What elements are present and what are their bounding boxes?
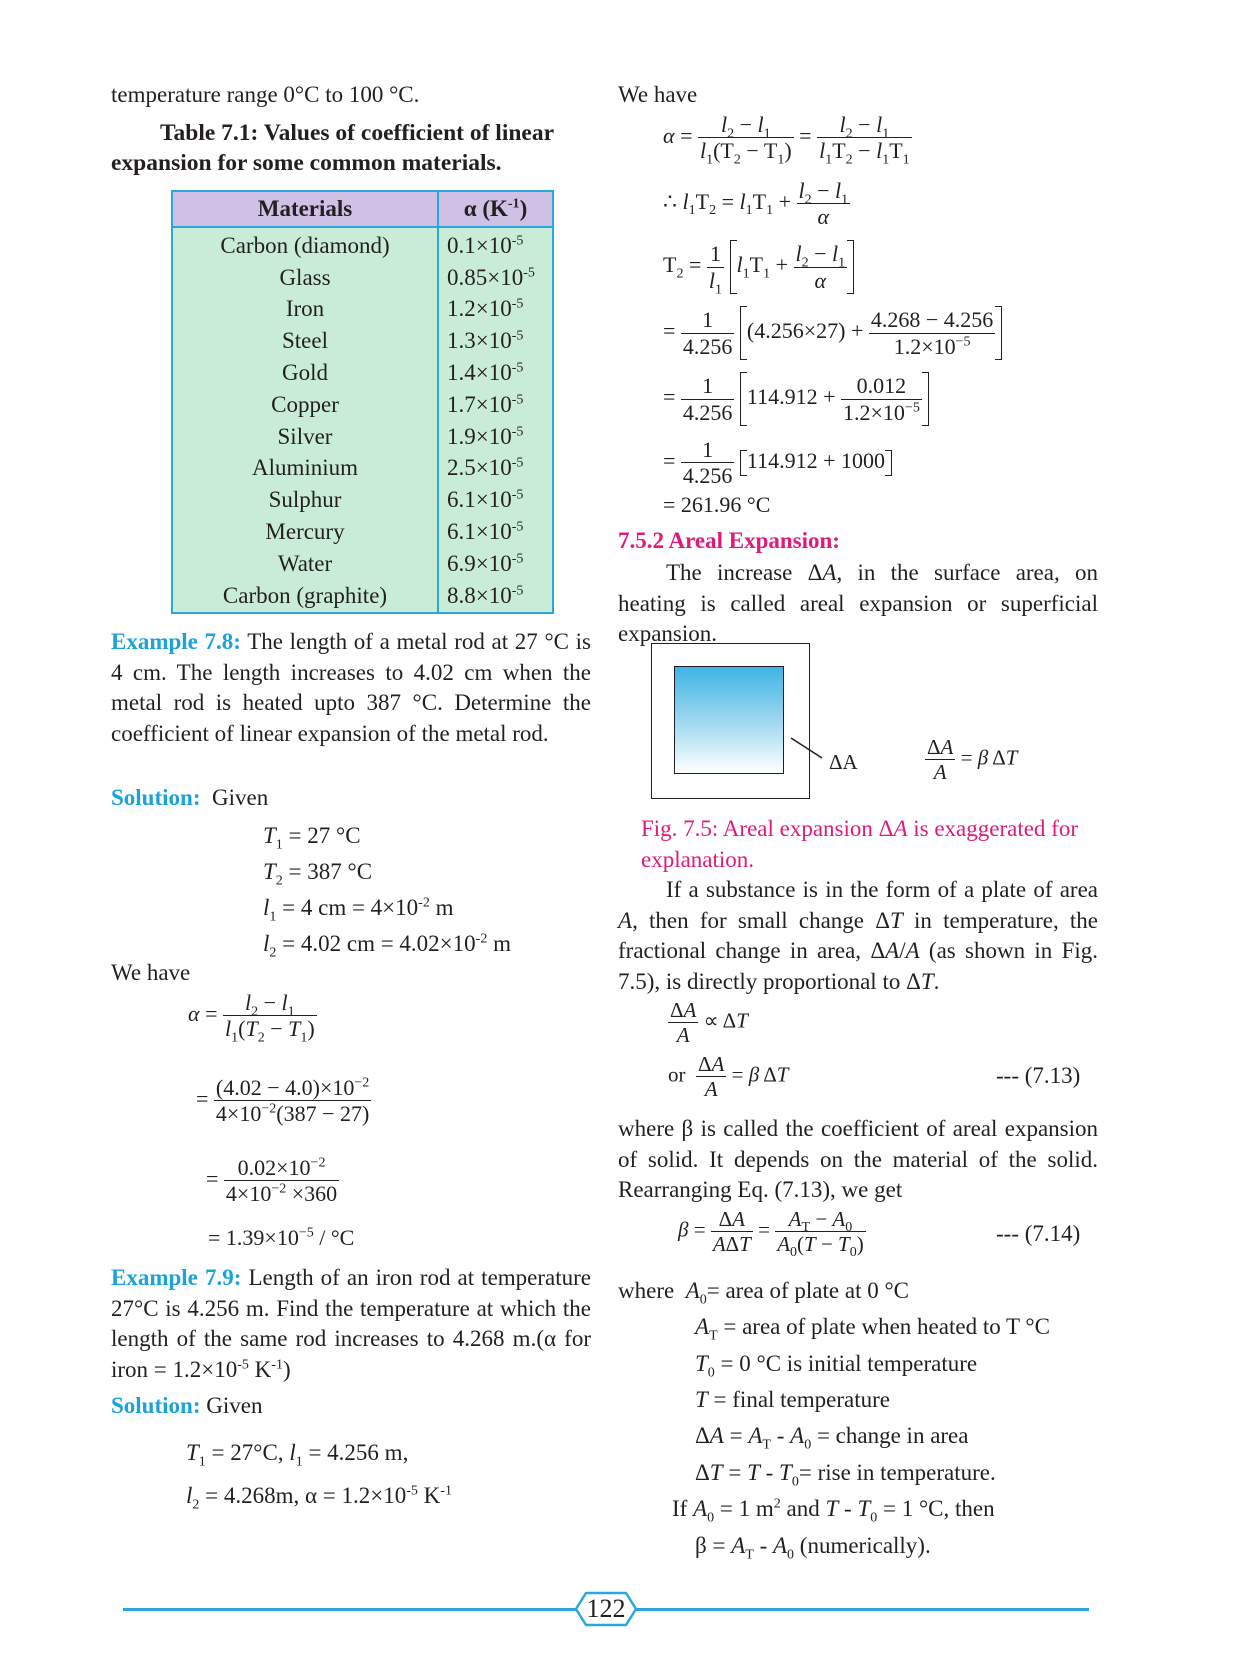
beta-paragraph: where β is called the coefficient of areal expansion of solid. It depends on the material of the solid. Rearranging Eq. (7.13), we get [618, 1116, 1098, 1202]
where-t0: $T_0 = 0$ °C is initial temperature [695, 1351, 978, 1381]
we-have-left: We have [111, 960, 191, 985]
plate-paragraph: If a substance is in the form of a plate of area A, then for small change ΔT in temperature, the fractional change in area, ΔA/A (as shown in Fig. 7.5), is directly proportional to ΔT. [618, 877, 1098, 994]
t2-eq: $T_2$ = $\frac{1}{l_1}$ $l_1T_1$ + $\frac{l_2 - l_1}{\alpha}$ [663, 240, 854, 294]
table-row [172, 421, 553, 453]
table-caption: Table 7.1: Values of coefficient of linear [160, 120, 555, 146]
alpha-value: $1.7\times 10^{-5}$ [447, 391, 524, 417]
alpha-value: $6.1\times 10^{-5}$ [447, 519, 524, 545]
t2-substitution: = $\frac{1}{4.256}$ (4.256×27) + $\frac{4.268 - 4.256}{1.2\times 10^{-5}}$ [663, 306, 1002, 360]
alpha-value: $1.9\times 10^{-5}$ [447, 423, 524, 449]
table-row [172, 262, 553, 294]
example-7-9 [111, 1263, 591, 1385]
solution-79 [111, 1393, 262, 1419]
section-heading-areal: 7.5.2 Areal Expansion: [618, 528, 840, 553]
alpha-value: $0.85\times 10^{-5}$ [447, 264, 535, 290]
given-78-block [263, 818, 511, 962]
intro-line: temperature range 0°C to 100 °C. [111, 82, 420, 107]
example-7-9-label: Example 7.9: [111, 1265, 242, 1290]
solution-label: Solution: [111, 785, 201, 810]
table-row [172, 453, 553, 485]
alpha-value: $1.4\times 10^{-5}$ [447, 360, 524, 386]
alpha-formula: α = $\frac{l_2 - l_1}{l_1(T_2 - T_1)}$ [188, 990, 315, 1046]
example-7-8-text: The length of a metal rod at 27 °C is 4 cm. The length increases to 4.02 cm when the metal rod is heated upto 387 °C. Determine the coefficient of linear expansion of the metal rod. [111, 629, 591, 746]
where-at: $A_T$ = area of plate when heated to T °C [695, 1314, 1050, 1344]
where-beta-numeric: $\beta = A_T - A_0$ (numerically). [695, 1533, 931, 1563]
eq-7-14: β = $\frac{\Delta A}{\text{AΔT}}$ = $\frac{A_T - A_0}{A_0(T - T_0)}$ [678, 1207, 864, 1261]
table-header-materials: Materials [172, 191, 438, 227]
where-delta-a: $\Delta A = A_T - A_0$ = change in area [695, 1423, 969, 1453]
material-name: Iron [172, 294, 438, 326]
example-7-8 [111, 627, 591, 749]
where-condition: If $A_0 = 1$ $m^2$ and $T - T_0 = 1$ °C, then [672, 1496, 995, 1526]
table-row [172, 580, 553, 613]
material-name: Sulphur [172, 484, 438, 516]
given-label: Given [211, 785, 269, 810]
alpha-result: = $1.39\times 10^{-5} / ^\circ C$ [208, 1225, 355, 1250]
page-number: 122 [586, 1594, 626, 1623]
given-79-line1: $T_1 = 27^\circ C$, $l_1 = 4.256$ m, [186, 1440, 409, 1470]
table-row [172, 516, 553, 548]
material-name: Water [172, 548, 438, 580]
eq-7-13-number: --- (7.13) [996, 1063, 1081, 1088]
table-row [172, 389, 553, 421]
given-l2: $l_2 = 4.02$ cm = $4.02\times 10^{-2}$ m [263, 931, 511, 961]
final-answer: = 261.96 °C [663, 492, 771, 517]
example-7-9-text: Length of an iron rod at temperature 27°C is 4.256 m. Find the temperature at which the length of the same rod increases to 4.268 m.(α for iron = $1.2\times 10^{-5}$ $K^{-1}$) [111, 1265, 591, 1382]
alpha-simplified: = $\frac{0.02\times 10^{-2}}{4\times 10^{-2} \times 360}$ [206, 1155, 338, 1207]
alpha-value: $1.2\times 10^{-5}$ [447, 296, 524, 322]
t2-step2: = $\frac{1}{4.256}$ 114.912 + $\frac{0.012}{1.2\times 10^{-5}}$ [663, 372, 929, 426]
solution-label-79: Solution: [111, 1393, 201, 1418]
material-name: Silver [172, 421, 438, 453]
figure-delta-a-label: ΔA [829, 750, 858, 774]
figure-caption: Fig. 7.5: Areal expansion ΔA is exaggerated for explanation. [641, 816, 1079, 872]
eq-7-13: or $\frac{\Delta A}{A}$ = β ΔT [668, 1052, 789, 1102]
alpha-value: $2.5\times 10^{-5}$ [447, 455, 524, 481]
given-t2: $T_2 = 387$ °C [263, 859, 373, 889]
table-row [172, 294, 553, 326]
material-name: Glass [172, 262, 438, 294]
solution-78 [111, 785, 268, 811]
alpha-substitution: = $\frac{(4.02 - 4.0)\times 10^{-2}}{4\times 10^{-2}(387 - 27)}$ [196, 1075, 370, 1127]
table-row [172, 548, 553, 580]
figure-leader-line [788, 734, 828, 764]
where-delta-t: $\Delta T = T - T_0=$ rise in temperature. [695, 1460, 996, 1490]
material-name: Steel [172, 325, 438, 357]
table-row [172, 325, 553, 357]
figure-original-plate [674, 666, 784, 774]
table-row [172, 484, 553, 516]
given-l1: $l_1 = 4$ cm = $4\times 10^{-2}$ m [263, 895, 454, 925]
t2-step3: = $\frac{1}{4.256}$ 114.912 + 1000 [663, 437, 892, 489]
alpha-value: $0.1\times 10^{-5}$ [447, 232, 524, 258]
alpha-value: $6.1\times 10^{-5}$ [447, 487, 524, 513]
material-name: Aluminium [172, 453, 438, 485]
where-t: T = final temperature [695, 1387, 890, 1412]
eq-7-14-number: --- (7.14) [996, 1221, 1081, 1246]
material-name: Mercury [172, 516, 438, 548]
table-row [172, 357, 553, 389]
alpha-value: $6.9\times 10^{-5}$ [447, 550, 524, 576]
alpha-general: α = $\frac{l_2 - l_1}{l_1(T_2 - T_1)}$ = $\frac{l_2 - l_1}{l_1T_2 - l_1T_1}$ [663, 112, 910, 168]
figure-equation: $\frac{\Delta A}{A}$ = β ΔT [927, 735, 1018, 785]
therefore-eq: ∴ $l_1T_2 = l_1T_1$ + $\frac{l_2 - l_1}{\alpha}$ [663, 178, 849, 230]
given-t1: $T_1 = 27$ °C [263, 823, 361, 853]
materials-table [171, 190, 554, 614]
given-79-line2: $l_2 = 4.268m$, $\alpha = 1.2\times 10^{-5}$ $K^{-1}$ [186, 1483, 452, 1513]
table-body [172, 227, 553, 613]
alpha-value: $1.3\times 10^{-5}$ [447, 328, 524, 354]
material-name: Carbon (diamond) [172, 227, 438, 262]
we-have-right: We have [618, 82, 698, 107]
alpha-value: $8.8\times 10^{-5}$ [447, 582, 524, 608]
where-a0: where $A_0=$ area of plate at 0 °C [618, 1278, 909, 1308]
areal-paragraph: The increase ΔA, in the surface area, on heating is called areal expansion or superficial expansion. [618, 560, 1098, 646]
example-7-8-label: Example 7.8: [111, 629, 241, 654]
table-row [172, 227, 553, 262]
material-name: Carbon (graphite) [172, 580, 438, 613]
table-header-alpha: α $(K^{-1})$ [438, 191, 553, 227]
figure-expanded-plate [651, 643, 810, 799]
material-name: Gold [172, 357, 438, 389]
material-name: Copper [172, 389, 438, 421]
proportional-eq: $\frac{\Delta A}{A}$ ∝ ΔT [670, 998, 748, 1048]
given-label-79: Given [206, 1393, 263, 1418]
table-caption-2: expansion for some common materials. [111, 150, 502, 176]
